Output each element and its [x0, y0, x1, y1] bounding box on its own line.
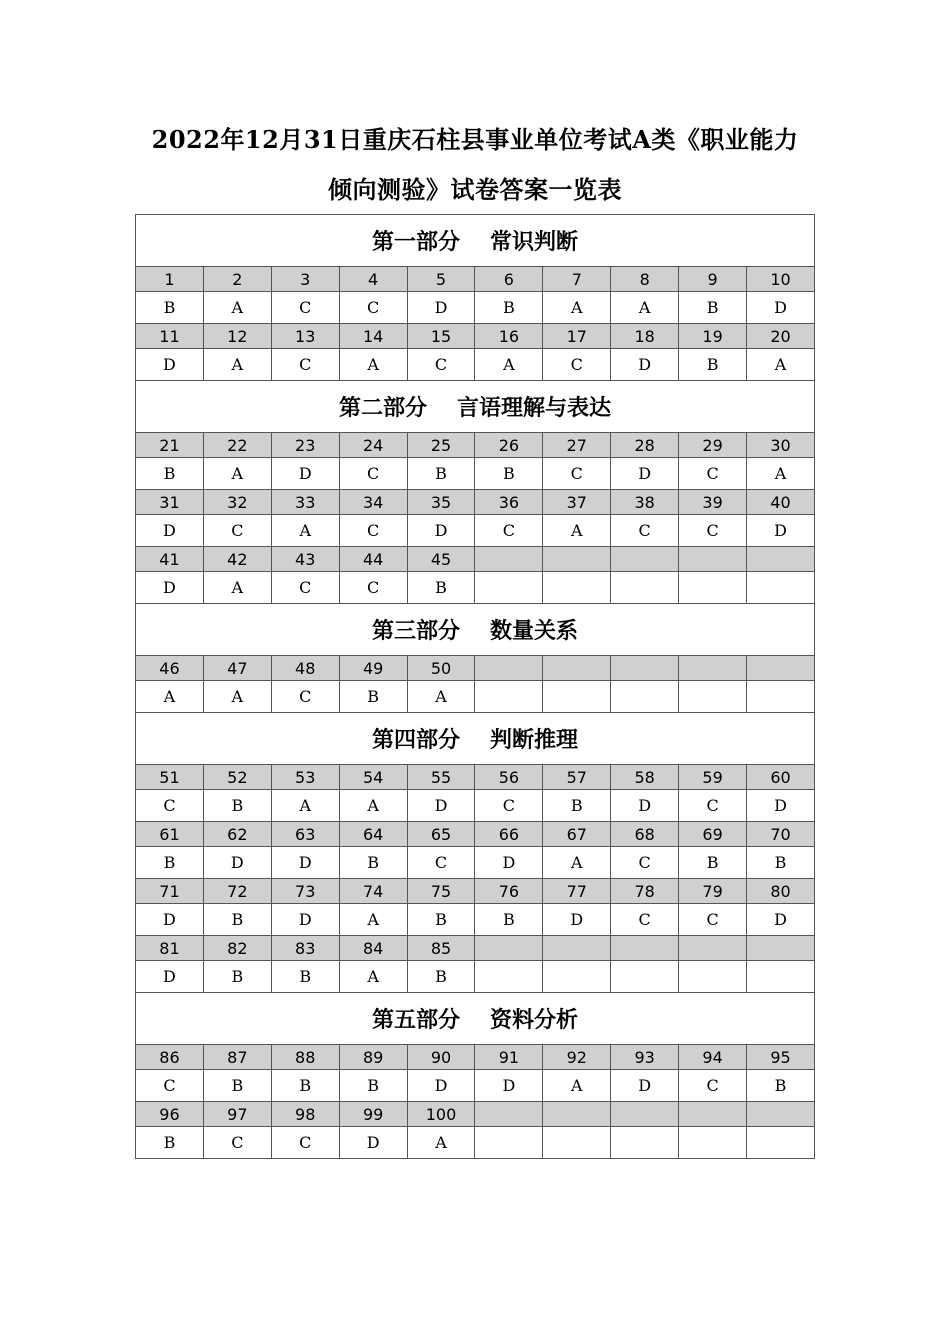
answer-cell: C [543, 458, 611, 490]
question-number-cell [747, 1102, 815, 1127]
answer-cell: C [475, 790, 543, 822]
answer-cell: B [407, 572, 475, 604]
question-number-cell [475, 936, 543, 961]
question-number-cell: 72 [203, 879, 271, 904]
question-number-cell: 65 [407, 822, 475, 847]
answer-cell: C [611, 904, 679, 936]
question-number-cell: 70 [747, 822, 815, 847]
answer-cell: B [407, 458, 475, 490]
answer-cell: B [136, 847, 204, 879]
answer-cell: C [679, 1070, 747, 1102]
section-name-label: 判断推理 [490, 727, 579, 753]
question-number-cell: 9 [679, 267, 747, 292]
question-number-cell [747, 547, 815, 572]
question-number-cell: 20 [747, 324, 815, 349]
answer-cell: C [407, 349, 475, 381]
question-number-cell: 81 [136, 936, 204, 961]
answer-cell: C [271, 349, 339, 381]
answer-cell: B [203, 904, 271, 936]
answer-cell: C [339, 458, 407, 490]
question-number-cell: 95 [747, 1045, 815, 1070]
answer-cell: C [611, 515, 679, 547]
answer-row [136, 292, 815, 324]
question-number-cell: 32 [203, 490, 271, 515]
section-part-label: 第二部分 [338, 395, 427, 421]
answer-row [136, 349, 815, 381]
section-part-label: 第四部分 [371, 727, 460, 753]
answer-cell: A [136, 681, 204, 713]
question-number-cell: 43 [271, 547, 339, 572]
question-number-cell [475, 547, 543, 572]
question-number-cell: 3 [271, 267, 339, 292]
question-number-cell: 40 [747, 490, 815, 515]
question-number-row [136, 879, 815, 904]
section-title [136, 604, 815, 656]
question-number-cell: 60 [747, 765, 815, 790]
answer-cell: A [203, 572, 271, 604]
answer-cell [543, 572, 611, 604]
answer-cell [679, 681, 747, 713]
question-number-cell: 91 [475, 1045, 543, 1070]
answer-cell: D [543, 904, 611, 936]
question-number-cell: 48 [271, 656, 339, 681]
question-number-cell: 84 [339, 936, 407, 961]
question-number-cell: 5 [407, 267, 475, 292]
answer-cell: C [339, 572, 407, 604]
question-number-cell: 42 [203, 547, 271, 572]
question-number-cell: 23 [271, 433, 339, 458]
answer-table [135, 214, 815, 1159]
answer-cell: B [136, 1127, 204, 1159]
answer-cell [747, 1127, 815, 1159]
answer-cell: A [543, 1070, 611, 1102]
question-number-cell: 57 [543, 765, 611, 790]
answer-cell [747, 961, 815, 993]
section-name-label: 言语理解与表达 [457, 395, 612, 421]
answer-cell: A [271, 790, 339, 822]
question-number-cell [747, 936, 815, 961]
question-number-cell: 39 [679, 490, 747, 515]
answer-cell: A [203, 292, 271, 324]
answer-cell: D [747, 790, 815, 822]
answer-cell: B [136, 292, 204, 324]
answer-cell: D [407, 515, 475, 547]
answer-cell: C [271, 681, 339, 713]
answer-cell: A [407, 1127, 475, 1159]
question-number-cell: 31 [136, 490, 204, 515]
answer-row [136, 904, 815, 936]
question-number-cell: 100 [407, 1102, 475, 1127]
question-number-row [136, 1045, 815, 1070]
answer-cell: C [203, 515, 271, 547]
answer-cell [475, 572, 543, 604]
answer-cell: D [136, 515, 204, 547]
question-number-cell: 67 [543, 822, 611, 847]
question-number-row [136, 765, 815, 790]
answer-cell: B [475, 458, 543, 490]
question-number-cell: 66 [475, 822, 543, 847]
answer-row [136, 790, 815, 822]
answer-cell [475, 1127, 543, 1159]
section-part-label: 第五部分 [371, 1007, 460, 1033]
question-number-cell: 15 [407, 324, 475, 349]
answer-cell [611, 961, 679, 993]
document-title-line-2: 倾向测验》试卷答案一览表 [328, 175, 622, 204]
section-header [136, 381, 815, 433]
question-number-cell: 55 [407, 765, 475, 790]
question-number-cell: 89 [339, 1045, 407, 1070]
question-number-cell [679, 547, 747, 572]
question-number-cell [475, 1102, 543, 1127]
section-name-label: 常识判断 [490, 229, 579, 255]
answer-cell: B [271, 961, 339, 993]
question-number-cell: 49 [339, 656, 407, 681]
question-number-cell: 94 [679, 1045, 747, 1070]
question-number-cell: 86 [136, 1045, 204, 1070]
section-header [136, 713, 815, 765]
question-number-cell: 2 [203, 267, 271, 292]
question-number-cell: 19 [679, 324, 747, 349]
question-number-cell [679, 656, 747, 681]
question-number-row [136, 656, 815, 681]
answer-cell [543, 961, 611, 993]
answer-cell: B [271, 1070, 339, 1102]
answer-cell: C [339, 292, 407, 324]
section-part-label: 第三部分 [371, 618, 460, 644]
answer-cell: D [747, 292, 815, 324]
question-number-cell: 51 [136, 765, 204, 790]
answer-cell: A [407, 681, 475, 713]
question-number-cell [679, 1102, 747, 1127]
question-number-cell: 88 [271, 1045, 339, 1070]
answer-cell [747, 572, 815, 604]
answer-cell: A [543, 847, 611, 879]
question-number-cell [543, 547, 611, 572]
question-number-cell [543, 936, 611, 961]
answer-cell: C [271, 1127, 339, 1159]
question-number-cell: 12 [203, 324, 271, 349]
question-number-cell: 10 [747, 267, 815, 292]
answer-cell: D [203, 847, 271, 879]
answer-cell: D [271, 847, 339, 879]
answer-cell: D [271, 904, 339, 936]
section-title [136, 713, 815, 765]
question-number-cell [611, 936, 679, 961]
question-number-cell: 38 [611, 490, 679, 515]
answer-cell [611, 572, 679, 604]
answer-cell: A [611, 292, 679, 324]
answer-cell: D [475, 847, 543, 879]
answer-cell: C [136, 1070, 204, 1102]
answer-row [136, 847, 815, 879]
answer-cell: A [271, 515, 339, 547]
question-number-cell: 76 [475, 879, 543, 904]
question-number-row [136, 490, 815, 515]
question-number-cell: 50 [407, 656, 475, 681]
question-number-row [136, 1102, 815, 1127]
question-number-cell: 85 [407, 936, 475, 961]
answer-cell [611, 681, 679, 713]
question-number-cell: 69 [679, 822, 747, 847]
answer-cell: C [679, 458, 747, 490]
answer-cell: B [203, 790, 271, 822]
answer-cell: B [339, 681, 407, 713]
answer-cell [611, 1127, 679, 1159]
question-number-cell: 13 [271, 324, 339, 349]
question-number-cell: 74 [339, 879, 407, 904]
answer-cell: C [679, 790, 747, 822]
question-number-cell: 63 [271, 822, 339, 847]
answer-cell: B [339, 1070, 407, 1102]
section-header [136, 604, 815, 656]
answer-cell: D [611, 458, 679, 490]
answer-row [136, 1070, 815, 1102]
question-number-cell: 99 [339, 1102, 407, 1127]
question-number-cell [679, 936, 747, 961]
section-name-label: 数量关系 [490, 618, 579, 644]
section-title [136, 215, 815, 267]
answer-cell: C [611, 847, 679, 879]
question-number-cell: 28 [611, 433, 679, 458]
question-number-cell: 16 [475, 324, 543, 349]
question-number-cell: 47 [203, 656, 271, 681]
question-number-row [136, 433, 815, 458]
answer-cell: A [339, 961, 407, 993]
question-number-row [136, 936, 815, 961]
question-number-cell: 21 [136, 433, 204, 458]
question-number-cell: 35 [407, 490, 475, 515]
answer-cell: D [136, 572, 204, 604]
answer-cell [679, 961, 747, 993]
answer-cell: D [747, 515, 815, 547]
question-number-cell: 93 [611, 1045, 679, 1070]
question-number-cell [611, 547, 679, 572]
answer-row [136, 1127, 815, 1159]
answer-cell: D [136, 904, 204, 936]
answer-cell [543, 1127, 611, 1159]
answer-cell: B [136, 458, 204, 490]
question-number-cell [543, 656, 611, 681]
question-number-cell: 71 [136, 879, 204, 904]
question-number-cell: 37 [543, 490, 611, 515]
question-number-cell: 41 [136, 547, 204, 572]
question-number-cell: 4 [339, 267, 407, 292]
question-number-cell: 82 [203, 936, 271, 961]
question-number-row [136, 267, 815, 292]
question-number-cell: 59 [679, 765, 747, 790]
answer-cell: C [339, 515, 407, 547]
question-number-cell: 75 [407, 879, 475, 904]
question-number-cell: 18 [611, 324, 679, 349]
answer-cell: D [407, 790, 475, 822]
answer-cell: C [679, 515, 747, 547]
question-number-cell: 27 [543, 433, 611, 458]
question-number-cell: 46 [136, 656, 204, 681]
answer-cell: B [747, 1070, 815, 1102]
question-number-cell [611, 1102, 679, 1127]
answer-cell: B [203, 961, 271, 993]
answer-cell: B [203, 1070, 271, 1102]
answer-cell: A [203, 458, 271, 490]
question-number-cell: 73 [271, 879, 339, 904]
answer-cell: A [747, 458, 815, 490]
answer-cell: B [407, 904, 475, 936]
answer-cell: B [475, 904, 543, 936]
question-number-cell: 78 [611, 879, 679, 904]
question-number-cell: 24 [339, 433, 407, 458]
answer-cell: D [339, 1127, 407, 1159]
section-title [136, 993, 815, 1045]
answer-cell: D [407, 292, 475, 324]
answer-cell: B [543, 790, 611, 822]
question-number-cell: 25 [407, 433, 475, 458]
answer-cell [679, 572, 747, 604]
question-number-cell [747, 656, 815, 681]
question-number-cell [543, 1102, 611, 1127]
answer-cell: D [747, 904, 815, 936]
question-number-cell: 22 [203, 433, 271, 458]
question-number-cell: 36 [475, 490, 543, 515]
question-number-cell: 62 [203, 822, 271, 847]
answer-cell: D [611, 790, 679, 822]
answer-cell: A [339, 904, 407, 936]
question-number-cell: 58 [611, 765, 679, 790]
answer-cell: B [679, 349, 747, 381]
question-number-cell: 92 [543, 1045, 611, 1070]
question-number-cell: 80 [747, 879, 815, 904]
answer-cell: D [611, 1070, 679, 1102]
question-number-cell [611, 656, 679, 681]
question-number-cell: 61 [136, 822, 204, 847]
question-number-cell: 90 [407, 1045, 475, 1070]
question-number-cell: 68 [611, 822, 679, 847]
answer-cell: C [271, 572, 339, 604]
question-number-cell: 17 [543, 324, 611, 349]
answer-cell [679, 1127, 747, 1159]
question-number-cell: 53 [271, 765, 339, 790]
answer-cell: D [136, 961, 204, 993]
question-number-row [136, 324, 815, 349]
answer-row [136, 572, 815, 604]
answer-row [136, 961, 815, 993]
answer-cell: A [339, 349, 407, 381]
question-number-cell [475, 656, 543, 681]
question-number-cell: 96 [136, 1102, 204, 1127]
answer-cell: A [203, 681, 271, 713]
question-number-cell: 79 [679, 879, 747, 904]
answer-cell [475, 681, 543, 713]
answer-cell: B [679, 847, 747, 879]
answer-cell: B [475, 292, 543, 324]
answer-cell: A [543, 515, 611, 547]
answer-cell: A [543, 292, 611, 324]
answer-cell: B [339, 847, 407, 879]
answer-cell: A [475, 349, 543, 381]
question-number-cell: 8 [611, 267, 679, 292]
answer-cell [475, 961, 543, 993]
question-number-cell: 97 [203, 1102, 271, 1127]
question-number-cell: 14 [339, 324, 407, 349]
section-title [136, 381, 815, 433]
answer-sheet [135, 214, 815, 1159]
question-number-cell: 26 [475, 433, 543, 458]
answer-cell: C [136, 790, 204, 822]
question-number-cell: 45 [407, 547, 475, 572]
answer-cell: C [271, 292, 339, 324]
section-part-label: 第一部分 [371, 229, 460, 255]
answer-cell: C [203, 1127, 271, 1159]
question-number-cell: 77 [543, 879, 611, 904]
question-number-row [136, 822, 815, 847]
answer-cell: C [407, 847, 475, 879]
answer-cell [543, 681, 611, 713]
answer-cell: D [475, 1070, 543, 1102]
question-number-cell: 52 [203, 765, 271, 790]
question-number-cell: 33 [271, 490, 339, 515]
answer-row [136, 681, 815, 713]
question-number-cell: 83 [271, 936, 339, 961]
question-number-cell: 30 [747, 433, 815, 458]
question-number-cell: 56 [475, 765, 543, 790]
answer-cell: A [203, 349, 271, 381]
answer-cell: B [407, 961, 475, 993]
question-number-cell: 6 [475, 267, 543, 292]
question-number-cell: 11 [136, 324, 204, 349]
document-title-line-1: 2022年12月31日重庆石柱县事业单位考试A类《职业能力 [151, 125, 799, 154]
question-number-cell: 64 [339, 822, 407, 847]
answer-cell: A [339, 790, 407, 822]
answer-row [136, 515, 815, 547]
section-name-label: 资料分析 [490, 1007, 579, 1033]
question-number-cell: 34 [339, 490, 407, 515]
section-header [136, 993, 815, 1045]
answer-cell: B [679, 292, 747, 324]
answer-cell: D [271, 458, 339, 490]
question-number-cell: 1 [136, 267, 204, 292]
answer-cell: D [136, 349, 204, 381]
question-number-cell: 44 [339, 547, 407, 572]
answer-cell: C [475, 515, 543, 547]
question-number-cell: 7 [543, 267, 611, 292]
answer-cell: C [679, 904, 747, 936]
answer-row [136, 458, 815, 490]
question-number-cell: 54 [339, 765, 407, 790]
question-number-cell: 98 [271, 1102, 339, 1127]
answer-cell: C [543, 349, 611, 381]
question-number-cell: 87 [203, 1045, 271, 1070]
answer-cell: B [747, 847, 815, 879]
question-number-row [136, 547, 815, 572]
question-number-cell: 29 [679, 433, 747, 458]
answer-cell: D [611, 349, 679, 381]
answer-cell: D [407, 1070, 475, 1102]
section-header [136, 215, 815, 267]
answer-cell [747, 681, 815, 713]
answer-cell: A [747, 349, 815, 381]
